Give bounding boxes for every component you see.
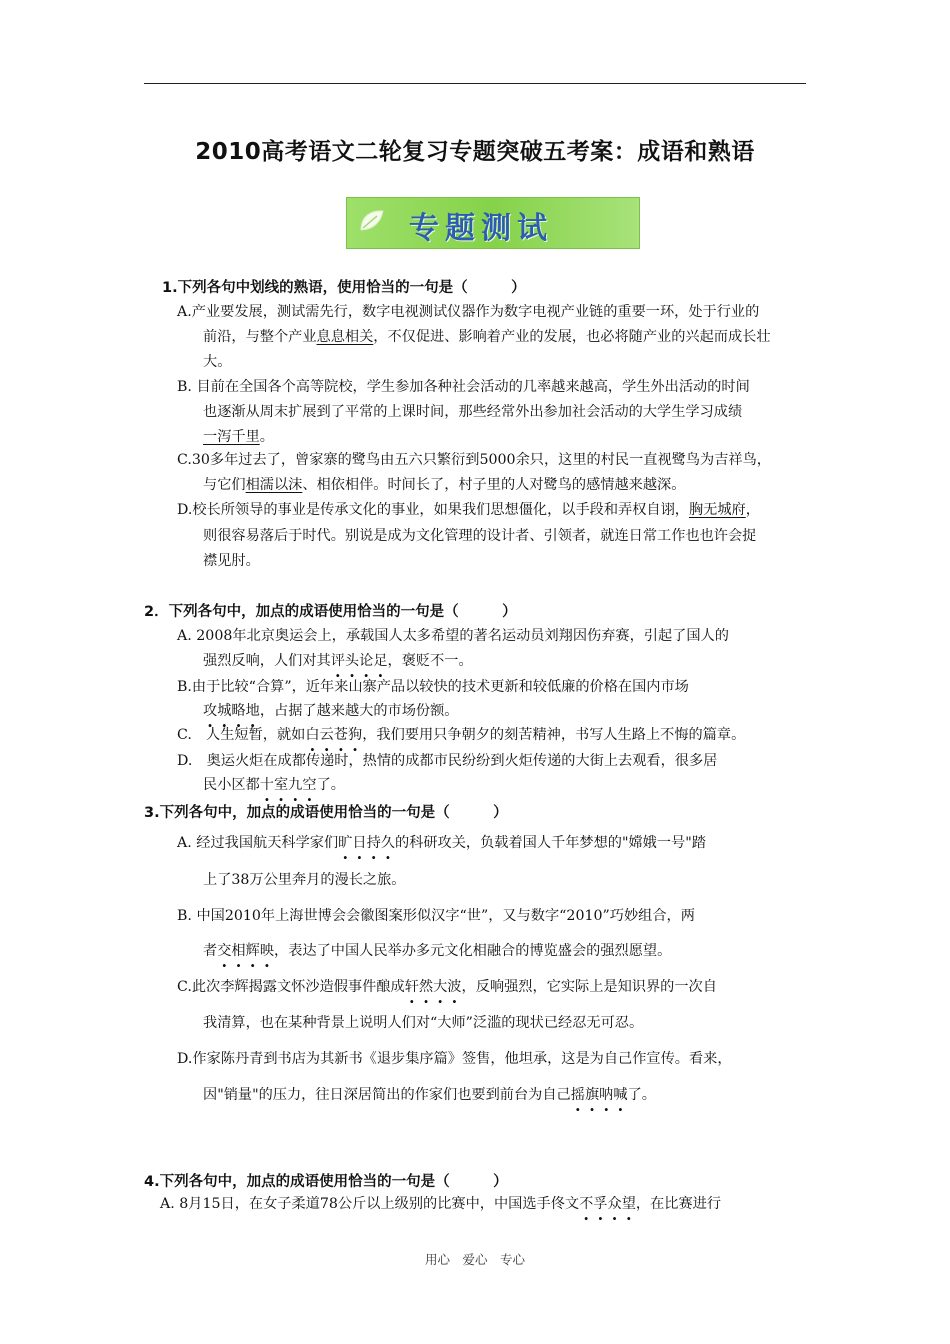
dotted-idiom [331,653,388,669]
q3-option-c-line1: C.此次李辉揭露文怀沙造假事件酿成轩然大波，反响强烈，它实际上是知识界的一次自 [177,979,717,995]
emphasis-char: 喊 [613,1087,628,1103]
emphasis-char: 久 [380,835,395,851]
dotted-idiom [338,835,395,851]
emphasis-char: 空 [302,777,317,793]
q1-option-d-line3: 襟见肘。 [203,553,260,569]
emphasis-char: 日 [352,835,367,851]
dotted-idiom [217,943,274,959]
leaf-icon [357,206,387,236]
emphasis-char: 地 [245,703,260,719]
emphasis-char: 然 [418,979,434,995]
underlined-idiom: 相濡以沫 [245,477,303,493]
emphasis-char: 室 [273,777,289,793]
q2-option-a-line1: A. 2008年北京奥运会上，承载国人太多希望的著名运动员刘翔因伤弃赛，引起了国人的 [177,628,729,644]
q3-option-a-line2: 上了38万公里奔月的漫长之旅。 [203,872,406,888]
underlined-idiom: 一泻千里 [203,429,260,445]
emphasis-char: 辉 [245,943,260,959]
q1-option-a-line2: 前沿，与整个产业息息相关，不仅促进、影响着产业的发展，也必将随产业的兴起而成长壮 [203,329,771,345]
emphasis-char: 云 [319,727,334,743]
q2-option-c-line1: C. 人生短暂，就如白云苍狗，我们要用只争朝夕的刻苦精神，书写人生路上不悔的篇章。 [177,727,746,743]
emphasis-char: 论 [359,653,374,669]
emphasis-char: 略 [231,703,246,719]
q1-option-c-line2: 与它们相濡以沫、相依相伴。时间长了，村子里的人对鹭鸟的感情越来越深。 [203,477,686,493]
dotted-idiom [579,1196,636,1212]
banner-text: 专题测试 [409,211,553,246]
emphasis-char: 呐 [599,1087,614,1103]
q3-option-b-line2: 者交相辉映，表达了中国人民举办多元文化相融合的博览盛会的强烈愿望。 [203,943,672,959]
q1-option-d-line2: 则很容易落后于时代。别说是成为文化管理的设计者、引领者，就连日常工作也也许会捉 [203,528,757,544]
emphasis-char: 足 [373,653,388,669]
emphasis-char: 评 [330,653,345,669]
emphasis-char: 映 [259,943,275,959]
q1-option-b-line1: B. 目前在全国各个高等院校，学生参加各种社会活动的几率越来越高，学生外出活动的时间 [177,379,750,395]
dotted-idiom [260,777,317,793]
emphasis-char: 狗 [347,727,363,743]
emphasis-char: 白 [305,727,320,743]
emphasis-char: 孚 [593,1196,608,1212]
emphasis-char: 交 [217,943,232,959]
q4-option-a-line1: A. 8月15日，在女子柔道78公斤以上级别的比赛中，中国选手佟文不孚众望，在比赛进行 [160,1196,722,1212]
emphasis-char: 攻 [203,703,218,719]
emphasis-char: 九 [288,777,303,793]
question-1-stem: 1.下列各句中划线的熟语，使用恰当的一句是（ ） [162,280,526,296]
emphasis-char: 众 [607,1196,622,1212]
topic-banner [346,197,640,249]
question-3-stem: 3.下列各句中，加点的成语使用恰当的一句是（ ） [144,805,508,821]
q2-option-b-line1: B.由于比较“合算”，近年来山寨产品以较快的技术更新和较低廉的价格在国内市场 [177,679,689,695]
emphasis-char: 望 [621,1196,636,1212]
emphasis-char: 旗 [584,1087,600,1103]
q2-option-d-line1: D. 奥运火炬在成都传递时，热情的成都市民纷纷到火炬传递的大街上去观看，很多居 [177,753,718,769]
q2-option-a-line2: 强烈反响，人们对其评头论足，褒贬不一。 [203,653,473,669]
emphasis-char: 城 [217,703,232,719]
q1-option-a-line3: 大。 [203,354,232,370]
emphasis-char: 头 [344,653,360,669]
underlined-idiom: 息息相关 [316,329,374,345]
dotted-idiom [305,727,362,743]
page-title: 2010高考语文二轮复习专题突破五考案：成语和熟语 [195,139,755,165]
q2-option-b-line2: 攻城略地，占据了越来越大的市场份额。 [203,703,459,719]
header-rule [144,83,806,84]
q3-option-a-line1: A. 经过我国航天科学家们旷日持久的科研攻关，负载着国人千年梦想的"嫦娥一号"踏 [177,835,706,851]
q1-option-c-line1: C.30多年过去了，曾家寨的鹭鸟由五六只繁衍到5000余只，这里的村民一直视鹭鸟为吉祥鸟， [177,452,771,468]
q3-option-d-line1: D.作家陈丹青到书店为其新书《退步集序篇》签售，他坦承，这是为自己作宣传。看来， [177,1051,732,1067]
dotted-idiom [203,703,260,719]
underlined-idiom: 胸无城府 [688,502,746,518]
emphasis-char: 大 [433,979,448,995]
page-footer: 用心 爱心 专心 [424,1252,525,1267]
emphasis-char: 相 [231,943,246,959]
dotted-idiom [571,1087,628,1103]
emphasis-char: 不 [579,1196,594,1212]
q3-option-c-line2: 我清算，也在某种背景上说明人们对“大师”泛滥的现状已经忍无可忍。 [203,1015,644,1031]
q2-option-d-line2: 民小区都十室九空了。 [203,777,345,793]
q1-option-d-line1: D.校长所领导的事业是传承文化的事业，如果我们思想僵化，以手段和弄权自诩，胸无城府， [177,502,760,518]
emphasis-char: 轩 [404,979,419,995]
q1-option-b-line2: 也逐渐从周末扩展到了平常的上课时间，那些经常外出参加社会活动的大学生学习成绩 [203,404,743,420]
q3-option-b-line1: B. 中国2010年上海世博会会徽图案形似汉字“世”，又与数字“2010”巧妙组合，两 [177,908,695,924]
q1-option-b-line3: 一泻千里。 [203,429,274,445]
question-2-stem: 2．下列各句中，加点的成语使用恰当的一句是（ ） [144,604,517,620]
q1-option-a-line1: A.产业要发展，测试需先行，数字电视测试仪器作为数字电视产业链的重要一环，处于行业的 [177,304,760,320]
emphasis-char: 旷 [338,835,353,851]
emphasis-char: 摇 [570,1087,585,1103]
emphasis-char: 十 [259,777,274,793]
emphasis-char: 波 [447,979,462,995]
emphasis-char: 持 [366,835,381,851]
question-4-stem: 4.下列各句中，加点的成语使用恰当的一句是（ ） [144,1174,508,1190]
dotted-idiom [405,979,462,995]
emphasis-char: 苍 [333,727,348,743]
q3-option-d-line2: 因"销量"的压力，往日深居简出的作家们也要到前台为自己摇旗呐喊了。 [203,1087,656,1103]
